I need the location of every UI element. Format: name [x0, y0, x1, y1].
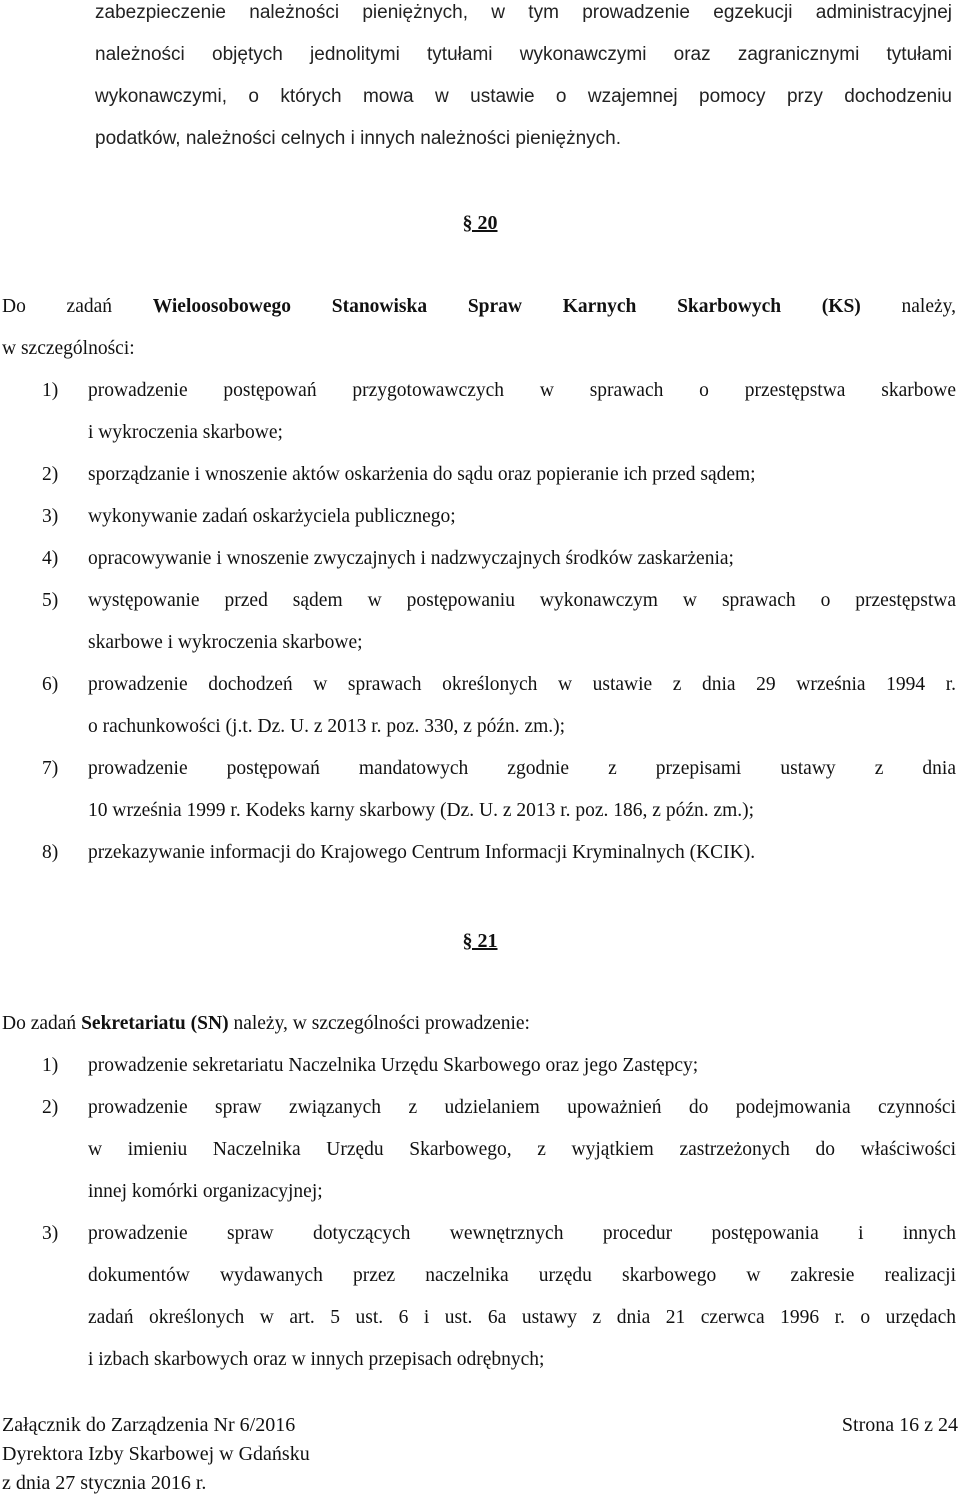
item-text: opracowywanie i wnoszenie zwyczajnych i nadzwyczajnych środków zaskarżenia; [88, 548, 734, 569]
list-item [42, 590, 960, 612]
item-text: prowadzenie spraw dotyczących wewnętrznych procedur postępowania i innych [88, 1223, 956, 1244]
item-text-cont: zadań określonych w art. 5 ust. 6 i ust. 6a ustawy z dnia 21 czerwca 1996 r. o urzędach [88, 1307, 956, 1328]
item-number: 4) [42, 548, 59, 569]
unit-name: Sekretariatu (SN) [81, 1013, 229, 1034]
item-number: 2) [42, 1097, 59, 1118]
intro-line: podatków, należności celnych i innych należności pieniężnych. [95, 128, 621, 149]
item-text: prowadzenie spraw związanych z udzielaniem upoważnień do podejmowania czynności [88, 1097, 956, 1118]
section-21-lead [2, 1013, 960, 1035]
item-number: 8) [42, 842, 59, 863]
section-20-lead [2, 296, 956, 318]
list-item [42, 1223, 960, 1245]
item-text-cont: w imieniu Naczelnika Urzędu Skarbowego, z wyjątkiem zastrzeżonych do właściwości [88, 1139, 956, 1160]
item-number: 2) [42, 464, 59, 485]
page-number: Strona 16 z 24 [841, 1414, 958, 1436]
item-text: przekazywanie informacji do Krajowego Centrum Informacji Kryminalnych (KCIK). [88, 842, 756, 863]
item-text: prowadzenie sekretariatu Naczelnika Urzędu Skarbowego oraz jego Zastępcy; [88, 1055, 699, 1076]
item-text-cont: 10 września 1999 r. Kodeks karny skarbowy (Dz. U. z 2013 r. poz. 186, z późn. zm.); [88, 800, 755, 821]
lead-text: należy, [901, 296, 957, 317]
item-number: 1) [42, 1055, 59, 1076]
item-number: 5) [42, 590, 59, 611]
intro-line: wykonawczymi, o których mowa w ustawie o wzajemnej pomocy przy dochodzeniu [95, 86, 952, 107]
intro-line: zabezpieczenie należności pieniężnych, w tym prowadzenie egzekucji administracyjnej [95, 2, 952, 23]
item-text-cont: i izbach skarbowych oraz w innych przepisach odrębnych; [88, 1349, 545, 1370]
list-item [42, 674, 960, 696]
intro-line: należności objętych jednolitymi tytułami wykonawczymi oraz zagranicznymi tytułami [95, 44, 952, 65]
section-21-heading: § 21 [462, 930, 498, 952]
item-text-cont: skarbowe i wykroczenia skarbowe; [88, 632, 363, 653]
footer-line: z dnia 27 stycznia 2016 r. [2, 1472, 207, 1494]
list-item [42, 380, 960, 402]
item-text-cont: o rachunkowości (j.t. Dz. U. z 2013 r. poz. 330, z późn. zm.); [88, 716, 566, 737]
item-text: prowadzenie dochodzeń w sprawach określonych w ustawie z dnia 29 września 1994 r. [88, 674, 956, 695]
item-text: prowadzenie postępowań przygotowawczych w sprawach o przestępstwa skarbowe [88, 380, 956, 401]
lead-text: Do zadań [2, 1013, 77, 1034]
footer-line [2, 1414, 960, 1436]
unit-name: Wieloosobowego Stanowiska Spraw Karnych Skarbowych (KS) [152, 296, 861, 317]
item-text: występowanie przed sądem w postępowaniu wykonawczym w sprawach o przestępstwa [88, 590, 956, 611]
item-number: 3) [42, 506, 59, 527]
item-number: 7) [42, 758, 59, 779]
item-text-cont: innej komórki organizacyjnej; [88, 1181, 323, 1202]
item-text: prowadzenie postępowań mandatowych zgodnie z przepisami ustawy z dnia [88, 758, 956, 779]
item-text: wykonywanie zadań oskarżyciela publicznego; [88, 506, 456, 527]
footer-attachment: Załącznik do Zarządzenia Nr 6/2016 [2, 1414, 296, 1436]
item-text: sporządzanie i wnoszenie aktów oskarżenia do sądu oraz popieranie ich przed sądem; [88, 464, 756, 485]
section-20-lead-cont: w szczególności: [2, 338, 135, 359]
lead-text: Do zadań [2, 296, 113, 317]
lead-text: należy, w szczególności prowadzenie: [233, 1013, 530, 1034]
item-number: 6) [42, 674, 59, 695]
item-number: 3) [42, 1223, 59, 1244]
item-text-cont: i wykroczenia skarbowe; [88, 422, 283, 443]
list-item [42, 1097, 960, 1119]
footer-line: Dyrektora Izby Skarbowej w Gdańsku [2, 1443, 310, 1465]
item-text-cont: dokumentów wydawanych przez naczelnika urzędu skarbowego w zakresie realizacji [88, 1265, 956, 1286]
list-item [42, 758, 960, 780]
section-20-heading: § 20 [462, 212, 498, 234]
item-number: 1) [42, 380, 59, 401]
